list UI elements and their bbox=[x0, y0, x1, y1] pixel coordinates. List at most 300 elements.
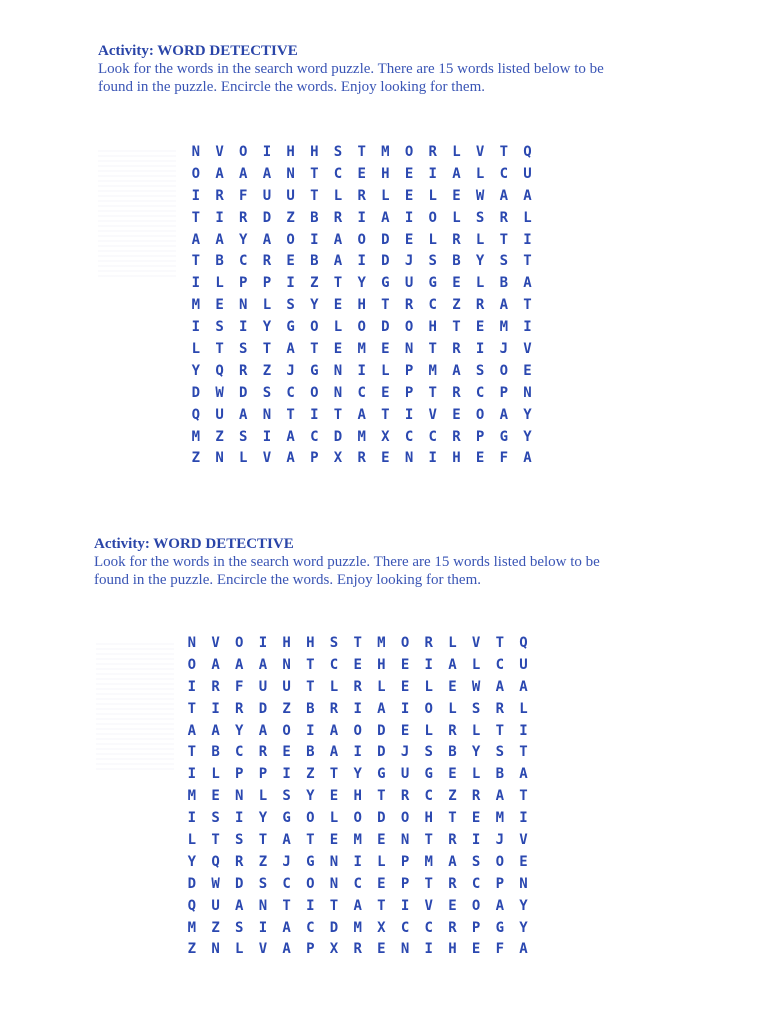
grid-letter: A bbox=[448, 656, 457, 673]
grid-letter: R bbox=[357, 450, 366, 467]
activity-heading: Activity: WORD DETECTIVE bbox=[94, 536, 294, 552]
grid-letter: U bbox=[404, 275, 414, 292]
grid-letter: L bbox=[471, 766, 481, 783]
grid-letter: R bbox=[329, 700, 339, 717]
grid-letter: T bbox=[523, 253, 532, 270]
grid-letter: B bbox=[310, 209, 319, 226]
grid-letter: R bbox=[495, 700, 504, 717]
grid-letter: O bbox=[471, 897, 481, 914]
grid-letter: O bbox=[239, 144, 248, 160]
grid-letter: B bbox=[495, 766, 504, 783]
grid-letter: A bbox=[215, 231, 224, 248]
grid-letter: P bbox=[499, 384, 508, 401]
grid-letter: M bbox=[357, 341, 366, 358]
grid-letter: R bbox=[235, 853, 244, 870]
grid-letter: I bbox=[400, 897, 410, 914]
grid-letter: I bbox=[258, 635, 268, 651]
grid-letter: E bbox=[381, 341, 390, 358]
grid-letter: I bbox=[519, 810, 528, 827]
grid-letter: T bbox=[495, 722, 504, 739]
grid-letter: T bbox=[428, 384, 437, 401]
grid-letter: H bbox=[381, 165, 390, 182]
grid-letter: O bbox=[404, 319, 414, 336]
activity-block-2 bbox=[94, 535, 694, 958]
grid-letter: V bbox=[424, 897, 433, 914]
grid-letter: I bbox=[191, 319, 201, 336]
grid-letter: T bbox=[519, 788, 528, 805]
grid-letter: Y bbox=[191, 362, 201, 379]
grid-letter: I bbox=[306, 722, 315, 739]
grid-letter: D bbox=[381, 253, 390, 270]
grid-letter: G bbox=[306, 853, 315, 870]
grid-letter: N bbox=[404, 341, 414, 358]
grid-letter: B bbox=[448, 744, 457, 761]
grid-letter: R bbox=[428, 144, 437, 160]
grid-letter: C bbox=[424, 919, 433, 936]
grid-letter: A bbox=[286, 341, 295, 358]
word-search-grid bbox=[184, 142, 539, 470]
grid-letter: O bbox=[499, 362, 508, 379]
grid-letter: T bbox=[333, 275, 343, 292]
grid-letter: F bbox=[239, 187, 248, 204]
grid-letter: B bbox=[215, 253, 224, 270]
grid-letter: R bbox=[239, 209, 248, 226]
grid-letter: D bbox=[329, 919, 339, 936]
grid-letter: O bbox=[310, 319, 319, 336]
grid-letter: L bbox=[452, 209, 461, 226]
grid-letter: Z bbox=[306, 766, 315, 783]
grid-letter: M bbox=[357, 428, 366, 445]
grid-letter: O bbox=[400, 810, 410, 827]
grid-letter: H bbox=[306, 635, 315, 651]
grid-letter: Q bbox=[211, 853, 220, 870]
grid-letter: H bbox=[424, 810, 433, 827]
grid-letter: A bbox=[452, 362, 461, 379]
grid-letter: T bbox=[306, 656, 315, 673]
grid-letter: S bbox=[215, 319, 224, 336]
grid-letter: A bbox=[235, 656, 244, 673]
grid-letter: E bbox=[404, 165, 414, 182]
grid-letter: A bbox=[357, 406, 366, 423]
grid-letter: S bbox=[239, 341, 248, 358]
grid-letter: R bbox=[400, 788, 410, 805]
grid-letter: T bbox=[262, 341, 272, 358]
grid-letter: I bbox=[282, 766, 291, 783]
grid-letter: O bbox=[353, 722, 362, 739]
grid-letter: S bbox=[495, 744, 504, 761]
grid-letter: L bbox=[523, 209, 532, 226]
grid-letter: A bbox=[262, 231, 272, 248]
grid-letter: T bbox=[357, 144, 366, 160]
grid-letter: I bbox=[191, 187, 201, 204]
grid-letter: M bbox=[187, 788, 197, 805]
grid-letter: E bbox=[353, 656, 362, 673]
grid-letter: G bbox=[381, 275, 390, 292]
grid-letter: X bbox=[377, 919, 386, 936]
grid-letter: D bbox=[258, 700, 268, 717]
grid-letter: A bbox=[215, 165, 224, 182]
grid-letter: T bbox=[381, 406, 390, 423]
grid-letter: A bbox=[523, 450, 532, 467]
grid-letter: R bbox=[452, 231, 461, 248]
grid-letter: I bbox=[353, 700, 362, 717]
grid-letter: S bbox=[333, 144, 343, 160]
grid-letter: A bbox=[286, 428, 295, 445]
grid-letter: T bbox=[499, 144, 508, 160]
grid-letter: I bbox=[211, 700, 220, 717]
grid-letter: R bbox=[448, 919, 457, 936]
grid-letter: Q bbox=[191, 406, 201, 423]
grid-letter: T bbox=[519, 744, 528, 761]
grid-letter: H bbox=[452, 450, 461, 467]
grid-letter: N bbox=[400, 832, 410, 849]
grid-letter: L bbox=[381, 362, 390, 379]
grid-letter: R bbox=[258, 744, 268, 761]
grid-letter: J bbox=[400, 744, 410, 761]
grid-letter: J bbox=[495, 832, 504, 849]
grid-letter: P bbox=[306, 941, 315, 958]
faint-watermark bbox=[98, 150, 176, 278]
grid-letter: E bbox=[381, 450, 390, 467]
grid-letter: H bbox=[357, 297, 366, 314]
grid-letter: I bbox=[400, 700, 410, 717]
grid-letter: C bbox=[495, 656, 504, 673]
grid-letter: A bbox=[258, 656, 268, 673]
grid-letter: Y bbox=[471, 744, 481, 761]
grid-letter: N bbox=[191, 144, 201, 160]
grid-letter: C bbox=[424, 788, 433, 805]
grid-letter: R bbox=[475, 297, 485, 314]
grid-letter: L bbox=[187, 832, 197, 849]
grid-letter: O bbox=[235, 635, 244, 651]
grid-letter: S bbox=[239, 428, 248, 445]
grid-letter: A bbox=[499, 297, 508, 314]
grid-letter: Y bbox=[239, 231, 248, 248]
grid-letter: U bbox=[523, 165, 532, 182]
grid-letter: D bbox=[262, 209, 272, 226]
grid-letter: N bbox=[215, 450, 224, 467]
grid-letter: V bbox=[262, 450, 272, 467]
grid-letter: T bbox=[424, 875, 433, 892]
grid-letter: J bbox=[499, 341, 508, 358]
grid-letter: T bbox=[258, 832, 268, 849]
grid-letter: A bbox=[235, 897, 244, 914]
grid-letter: L bbox=[424, 678, 433, 695]
grid-letter: G bbox=[428, 275, 437, 292]
grid-letter: L bbox=[329, 810, 339, 827]
grid-letter: U bbox=[258, 678, 268, 695]
grid-letter: L bbox=[448, 635, 457, 651]
grid-letter: D bbox=[381, 231, 390, 248]
activity-block-1 bbox=[98, 42, 698, 467]
grid-letter: L bbox=[471, 722, 481, 739]
grid-letter: A bbox=[239, 406, 248, 423]
grid-letter: R bbox=[215, 187, 224, 204]
grid-letter: L bbox=[377, 678, 386, 695]
grid-letter: Z bbox=[310, 275, 319, 292]
grid-letter: T bbox=[329, 897, 339, 914]
grid-letter: O bbox=[191, 165, 201, 182]
grid-letter: R bbox=[404, 297, 414, 314]
grid-letter: C bbox=[471, 875, 481, 892]
grid-letter: A bbox=[286, 450, 295, 467]
grid-letter: M bbox=[187, 919, 197, 936]
grid-letter: X bbox=[333, 450, 343, 467]
grid-letter: B bbox=[452, 253, 461, 270]
grid-letter: L bbox=[215, 275, 224, 292]
grid-letter: L bbox=[381, 187, 390, 204]
grid-letter: L bbox=[329, 678, 339, 695]
grid-letter: S bbox=[282, 788, 291, 805]
grid-letter: O bbox=[282, 722, 291, 739]
grid-letter: W bbox=[475, 187, 485, 204]
grid-letter: U bbox=[286, 187, 295, 204]
grid-letter: I bbox=[215, 209, 224, 226]
grid-letter: T bbox=[286, 406, 295, 423]
grid-letter: Y bbox=[519, 897, 528, 914]
grid-letter: V bbox=[523, 341, 532, 358]
grid-letter: N bbox=[258, 897, 268, 914]
grid-letter: S bbox=[499, 253, 508, 270]
grid-letter: M bbox=[495, 810, 504, 827]
grid-letter: C bbox=[404, 428, 414, 445]
grid-letter: F bbox=[495, 941, 504, 958]
grid-letter: I bbox=[523, 319, 532, 336]
grid-letter: T bbox=[353, 635, 362, 651]
grid-letter: N bbox=[239, 297, 248, 314]
grid-letter: T bbox=[306, 832, 315, 849]
grid-letter: Z bbox=[286, 209, 295, 226]
grid-letter: A bbox=[211, 656, 220, 673]
grid-letter: E bbox=[471, 810, 481, 827]
grid-letter: U bbox=[519, 656, 528, 673]
grid-letter: I bbox=[258, 919, 268, 936]
grid-letter: E bbox=[448, 678, 457, 695]
grid-letter: A bbox=[191, 231, 201, 248]
grid-letter: O bbox=[475, 406, 485, 423]
grid-letter: C bbox=[333, 165, 343, 182]
grid-letter: T bbox=[191, 253, 201, 270]
grid-letter: A bbox=[329, 722, 339, 739]
grid-letter: M bbox=[353, 832, 362, 849]
grid-letter: Y bbox=[475, 253, 485, 270]
grid-letter: R bbox=[499, 209, 508, 226]
grid-letter: T bbox=[306, 678, 315, 695]
grid-letter: F bbox=[499, 450, 508, 467]
grid-letter: A bbox=[239, 165, 248, 182]
grid-letter: I bbox=[424, 941, 433, 958]
grid-letter: I bbox=[191, 275, 201, 292]
grid-letter: R bbox=[211, 678, 220, 695]
grid-letter: L bbox=[262, 297, 272, 314]
grid-letter: V bbox=[258, 941, 268, 958]
grid-letter: C bbox=[329, 656, 339, 673]
grid-letter: A bbox=[448, 853, 457, 870]
word-search-grid bbox=[180, 633, 535, 961]
grid-letter: L bbox=[475, 275, 485, 292]
grid-letter: N bbox=[329, 853, 339, 870]
grid-letter: T bbox=[499, 231, 508, 248]
grid-letter: A bbox=[519, 678, 528, 695]
grid-letter: O bbox=[306, 875, 315, 892]
grid-letter: D bbox=[377, 810, 386, 827]
grid-letter: E bbox=[404, 231, 414, 248]
grid-letter: T bbox=[448, 810, 457, 827]
grid-letter: D bbox=[191, 384, 201, 401]
grid-letter: L bbox=[428, 231, 437, 248]
grid-letter: Y bbox=[357, 275, 366, 292]
grid-letter: L bbox=[471, 656, 481, 673]
grid-letter: O bbox=[357, 319, 366, 336]
grid-letter: T bbox=[187, 744, 197, 761]
grid-letter: I bbox=[262, 428, 272, 445]
grid-letter: T bbox=[187, 700, 197, 717]
grid-letter: H bbox=[353, 788, 362, 805]
grid-letter: A bbox=[495, 678, 504, 695]
grid-letter: P bbox=[495, 875, 504, 892]
grid-letter: L bbox=[377, 853, 386, 870]
grid-letter: R bbox=[235, 700, 244, 717]
grid-letter: I bbox=[187, 678, 197, 695]
grid-letter: M bbox=[191, 428, 201, 445]
grid-letter: E bbox=[211, 788, 220, 805]
grid-letter: T bbox=[495, 635, 504, 651]
grid-letter: E bbox=[329, 832, 339, 849]
grid-letter: E bbox=[400, 656, 410, 673]
grid-letter: R bbox=[452, 384, 461, 401]
grid-letter: E bbox=[519, 853, 528, 870]
grid-letter: R bbox=[471, 788, 481, 805]
grid-letter: T bbox=[282, 897, 291, 914]
grid-letter: J bbox=[282, 853, 291, 870]
grid-letter: N bbox=[400, 941, 410, 958]
grid-letter: A bbox=[353, 897, 362, 914]
grid-letter: T bbox=[377, 897, 386, 914]
grid-letter: M bbox=[424, 853, 433, 870]
grid-letter: T bbox=[211, 832, 220, 849]
grid-letter: I bbox=[357, 253, 366, 270]
grid-letter: L bbox=[235, 941, 244, 958]
grid-letter: V bbox=[471, 635, 481, 651]
grid-letter: P bbox=[239, 275, 248, 292]
grid-letter: L bbox=[333, 319, 343, 336]
grid-letter: I bbox=[424, 656, 433, 673]
grid-letter: W bbox=[215, 384, 224, 401]
grid-letter: O bbox=[286, 231, 295, 248]
grid-letter: I bbox=[357, 362, 366, 379]
grid-letter: P bbox=[310, 450, 319, 467]
grid-letter: R bbox=[448, 832, 457, 849]
grid-letter: N bbox=[211, 941, 220, 958]
grid-letter: M bbox=[428, 362, 437, 379]
grid-letter: A bbox=[523, 187, 532, 204]
grid-letter: D bbox=[239, 384, 248, 401]
grid-letter: M bbox=[191, 297, 201, 314]
instructions-line-1: Look for the words in the search word puzzle. There are 15 words listed below to be bbox=[94, 554, 600, 570]
grid-letter: E bbox=[523, 362, 532, 379]
grid-letter: E bbox=[286, 253, 295, 270]
grid-letter: I bbox=[353, 853, 362, 870]
grid-letter: B bbox=[306, 744, 315, 761]
grid-letter: Q bbox=[519, 635, 528, 651]
grid-letter: Y bbox=[306, 788, 315, 805]
grid-letter: G bbox=[495, 919, 504, 936]
grid-letter: C bbox=[475, 384, 485, 401]
grid-letter: V bbox=[519, 832, 528, 849]
grid-letter: L bbox=[428, 187, 437, 204]
grid-letter: M bbox=[377, 635, 386, 651]
grid-letter: A bbox=[495, 897, 504, 914]
grid-letter: R bbox=[452, 341, 461, 358]
grid-letter: S bbox=[235, 832, 244, 849]
grid-letter: A bbox=[519, 766, 528, 783]
grid-letter: C bbox=[286, 384, 295, 401]
grid-letter: D bbox=[381, 319, 390, 336]
grid-letter: Z bbox=[262, 362, 272, 379]
grid-letter: Z bbox=[282, 700, 291, 717]
grid-letter: O bbox=[353, 810, 362, 827]
grid-letter: N bbox=[333, 384, 343, 401]
grid-letter: M bbox=[353, 919, 362, 936]
grid-letter: T bbox=[523, 297, 532, 314]
grid-letter: B bbox=[499, 275, 508, 292]
grid-letter: O bbox=[404, 144, 414, 160]
grid-letter: H bbox=[310, 144, 319, 160]
grid-letter: P bbox=[400, 853, 410, 870]
grid-letter: T bbox=[329, 766, 339, 783]
grid-letter: G bbox=[377, 766, 386, 783]
grid-letter: Y bbox=[235, 722, 244, 739]
grid-letter: A bbox=[495, 788, 504, 805]
grid-letter: P bbox=[262, 275, 272, 292]
grid-letter: I bbox=[235, 810, 244, 827]
grid-letter: A bbox=[329, 744, 339, 761]
grid-letter: R bbox=[357, 187, 366, 204]
grid-letter: E bbox=[357, 165, 366, 182]
grid-letter: H bbox=[428, 319, 437, 336]
grid-letter: E bbox=[381, 384, 390, 401]
grid-letter: A bbox=[499, 406, 508, 423]
grid-letter: T bbox=[381, 297, 390, 314]
faint-watermark bbox=[96, 643, 174, 771]
grid-letter: D bbox=[333, 428, 343, 445]
grid-letter: T bbox=[333, 406, 343, 423]
grid-letter: I bbox=[471, 832, 481, 849]
grid-letter: N bbox=[286, 165, 295, 182]
grid-letter: C bbox=[239, 253, 248, 270]
grid-letter: P bbox=[400, 875, 410, 892]
grid-letter: I bbox=[519, 722, 528, 739]
grid-letter: O bbox=[424, 700, 433, 717]
grid-letter: S bbox=[258, 875, 268, 892]
grid-letter: L bbox=[424, 722, 433, 739]
grid-letter: R bbox=[262, 253, 272, 270]
grid-letter: I bbox=[428, 165, 437, 182]
grid-letter: G bbox=[310, 362, 319, 379]
grid-letter: A bbox=[333, 231, 343, 248]
grid-letter: N bbox=[282, 656, 291, 673]
grid-letter: E bbox=[377, 875, 386, 892]
grid-letter: F bbox=[235, 678, 244, 695]
grid-letter: A bbox=[523, 275, 532, 292]
grid-letter: R bbox=[448, 722, 457, 739]
grid-letter: N bbox=[187, 635, 197, 651]
grid-letter: L bbox=[333, 187, 343, 204]
grid-letter: A bbox=[377, 700, 386, 717]
grid-letter: T bbox=[191, 209, 201, 226]
grid-letter: E bbox=[329, 788, 339, 805]
grid-letter: J bbox=[404, 253, 414, 270]
